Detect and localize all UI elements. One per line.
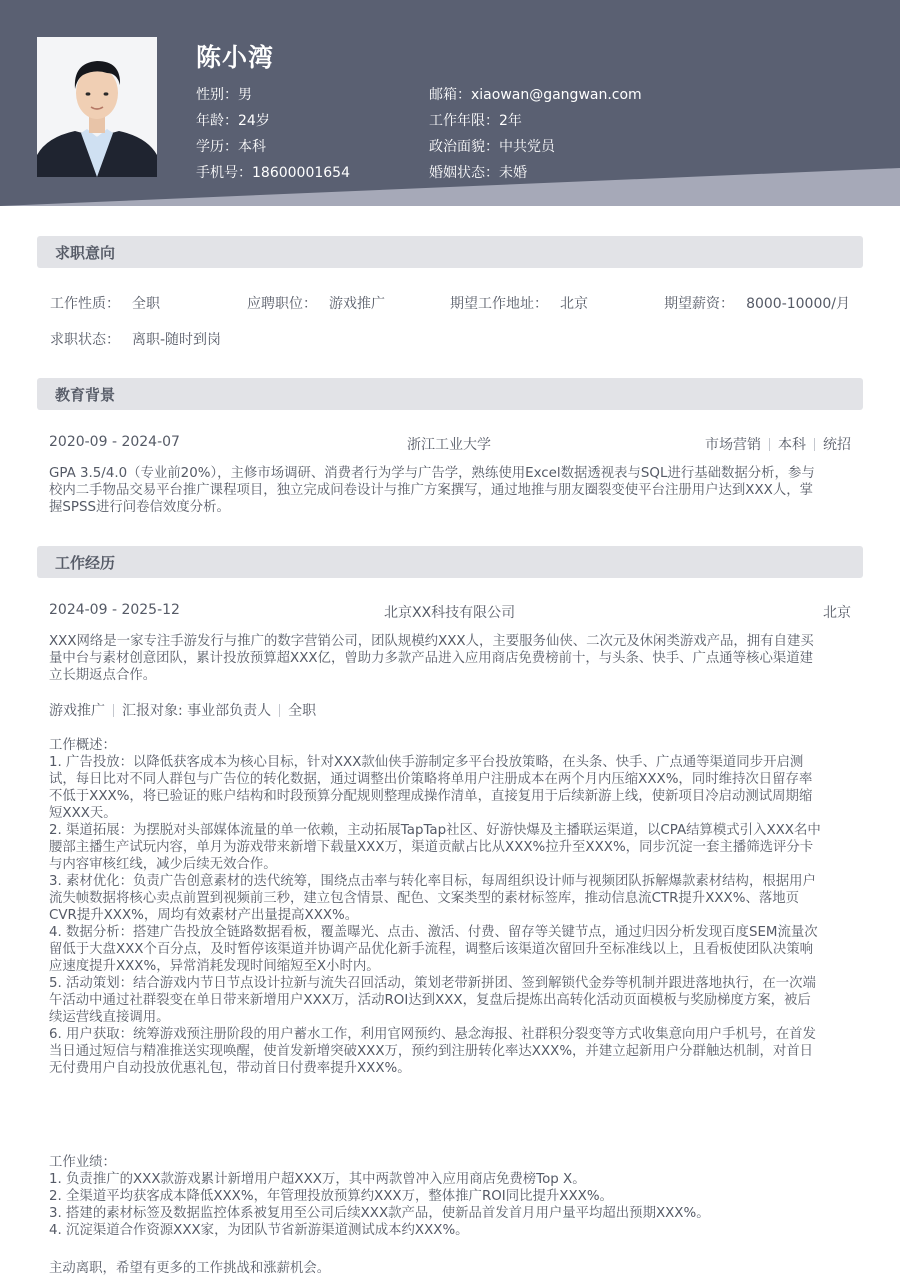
job-nature-value: 全职: [132, 296, 160, 312]
text-line: 4. 数据分析：搭建广告投放全链路数据看板，覆盖曝光、点击、激活、付费、留存等关键节点，通过归因分析发现百度SEM流量次: [49, 925, 818, 940]
employment-type: 全职: [288, 703, 317, 719]
role: 游戏推广: [49, 703, 105, 719]
text-line: 流失帧数据将核心卖点前置到视频前三秒，建立包含情景、配色、文案类型的素材标签库，推动信息流CTR提升XXX%、落地页: [49, 891, 799, 906]
text-line: 应速度提升XXX%，异常消耗发现时间缩短至X小时内。: [49, 959, 380, 974]
text-line: 握SPSS进行问卷信效度分析。: [49, 500, 230, 515]
text-line: 1. 广告投放：以降低获客成本为核心目标，针对XXX款仙侠手游制定多平台投放策略，在头条、快手、广点通等渠道同步开启测: [49, 755, 804, 770]
text-line: CVR提升XXX%，周均有效素材产出量提高XXX%。: [49, 908, 359, 923]
text-line: 5. 活动策划：结合游戏内节日节点设计拉新与流失召回活动，策划老带新拼团、签到解锁代金券等机制并跟进落地执行，在一次端: [49, 976, 816, 991]
job-status-value: 离职-随时到岗: [132, 332, 222, 348]
leave-reason: 主动离职，希望有更多的工作挑战和涨薪机会。: [49, 1261, 331, 1275]
admission-type: 统招: [823, 437, 851, 453]
education-info: 学历：本科: [196, 139, 266, 155]
text-line: 3. 素材优化：负责广告创意素材的迭代统筹，围绕点击率与转化率目标，每周组织设计师与视频团队拆解爆款素材结构，根据用户: [49, 874, 816, 889]
candidate-name: 陈小湾: [196, 43, 275, 72]
job-status-label: 求职状态：: [50, 332, 120, 348]
school-name: 浙江工业大学: [407, 437, 491, 453]
divider: [279, 704, 280, 717]
major: 市场营销: [705, 437, 761, 453]
text-line: 工作业绩：: [49, 1155, 116, 1170]
text-line: 2. 全渠道平均获客成本降低XXX%，年管理投放预算约XXX万，整体推广ROI同比提升XXX%。: [49, 1189, 613, 1204]
section-title: 教育背景: [55, 386, 116, 404]
work-tags: [49, 700, 316, 720]
text-line: 午活动中通过社群裂变在单日带来新增用户XXX万，活动ROI达到XXX，复盘后提炼出高转化活动页面模板与奖励梯度方案，被后: [49, 993, 811, 1008]
text-line: 无付费用户自动投放优惠礼包，带动首日付费率提升XXX%。: [49, 1061, 411, 1076]
divider: [769, 438, 770, 451]
job-location-value: 北京: [560, 296, 588, 312]
phone-info: 手机号：18600001654: [196, 165, 350, 181]
job-nature: [50, 293, 160, 313]
text-line: 短XXX天。: [49, 806, 117, 821]
section-title: 工作经历: [55, 554, 116, 572]
gender-info: 性别：男: [196, 87, 252, 103]
text-line: 当日通过短信与精准推送实现唤醒，使首发新增突破XXX万，预约到注册转化率达XXX%，并建立起新用户分群触达机制，对首日: [49, 1044, 814, 1059]
text-line: 6. 用户获取：统筹游戏预注册阶段的用户蓄水工作，利用官网预约、悬念海报、社群积分裂变等方式收集意向用户手机号，在首发: [49, 1027, 816, 1042]
section-work-experience: [37, 546, 863, 578]
text-line: 2. 渠道拓展：为摆脱对头部媒体流量的单一依赖，主动拓展TapTap社区、好游快爆及主播联运渠道，以CPA结算模式引入XXX名中: [49, 823, 821, 838]
text-line: 留低于大盘XXX个百分点，及时暂停该渠道并协调产品优化新手流程，调整后该渠道次留回升至标准线以上，且看板使团队决策响: [49, 942, 814, 957]
political-status-info: 政治面貌：中共党员: [429, 139, 555, 155]
basic-info-left: [196, 82, 350, 186]
text-line: 校内二手物品交易平台推广课程项目，独立完成问卷设计与推广方案撰写，通过地推与朋友圈裂变使平台注册用户达到XXX人，掌: [49, 483, 814, 498]
resume-header: [0, 0, 900, 206]
education-description: [49, 465, 853, 516]
company-description: [49, 633, 853, 684]
job-salary-value: 8000-10000/月: [746, 296, 850, 312]
job-position-value: 游戏推广: [329, 296, 385, 312]
text-line: 试，每日比对不同人群包与广告位的转化数据，通过调整出价策略将单用户注册成本在两个月内压缩XXX%，同时维持次日留存率: [49, 772, 813, 787]
job-status: [50, 329, 221, 349]
text-line: 腰部主播生产试玩内容，单月为游戏带来新增下载量XXX万，渠道贡献占比从XXX%拉升至XXX%，同步沉淀一套主播筛选评分卡: [49, 840, 814, 855]
work-achievements: [49, 1154, 853, 1239]
divider: [814, 438, 815, 451]
job-position-label: 应聘职位：: [247, 296, 317, 312]
job-salary: [664, 293, 850, 313]
work-period: 2024-09 - 2025-12: [49, 602, 180, 618]
text-line: 4. 沉淀渠道合作资源XXX家，为团队节省新游渠道测试成本约XXX%。: [49, 1223, 469, 1238]
text-line: 与内容审核红线，减少后续无效合作。: [49, 857, 277, 872]
section-job-intent: [37, 236, 863, 268]
section-title: 求职意向: [55, 244, 116, 262]
education-period: 2020-09 - 2024-07: [49, 434, 180, 450]
age-info: 年龄：24岁: [196, 113, 270, 129]
avatar: [37, 37, 157, 177]
text-line: XXX网络是一家专注手游发行与推广的数字营销公司，团队规模约XXX人，主要服务仙侠、二次元及休闲类游戏产品，拥有自建买: [49, 634, 814, 649]
education-tags: [705, 434, 851, 454]
job-location-label: 期望工作地址：: [450, 296, 548, 312]
job-salary-label: 期望薪资：: [664, 296, 735, 312]
section-education: [37, 378, 863, 410]
text-line: 3. 搭建的素材标签及数据监控体系被复用至公司后续XXX款产品，使新品首发首月用户量平均超出预期XXX%。: [49, 1206, 710, 1221]
job-position: [247, 293, 385, 313]
job-location: [450, 293, 588, 313]
work-years-info: 工作年限：2年: [429, 113, 522, 129]
email-info: 邮箱：xiaowan@gangwan.com: [429, 87, 642, 103]
marital-status-info: 婚姻状态：未婚: [429, 165, 527, 181]
profile-photo: [37, 37, 157, 177]
text-line: 工作概述：: [49, 738, 116, 753]
text-line: 量中台与素材创意团队，累计投放预算超XXX亿，曾助力多款产品进入应用商店免费榜前十，与头条、快手、广点通等核心渠道建: [49, 651, 814, 666]
degree: 本科: [778, 437, 806, 453]
text-line: 1. 负责推广的XXX款游戏累计新增用户超XXX万，其中两款曾冲入应用商店免费榜Top X。: [49, 1172, 586, 1187]
text-line: 续运营线直接调用。: [49, 1010, 170, 1025]
work-city: 北京: [823, 605, 851, 621]
text-line: GPA 3.5/4.0（专业前20%），主修市场调研、消费者行为学与广告学，熟练使用Excel数据透视表与SQL进行基础数据分析，参与: [49, 466, 815, 481]
text-line: 立长期返点合作。: [49, 668, 157, 683]
text-line: 不低于XXX%，将已验证的账户结构和时段预算分配规则整理成操作清单，直接复用于后续新游上线，使新项目冷启动测试周期缩: [49, 789, 813, 804]
basic-info-right: [429, 82, 642, 186]
report-to: 汇报对象: 事业部负责人: [122, 703, 272, 719]
divider: [113, 704, 114, 717]
work-overview: [49, 737, 853, 1077]
company-name: 北京XX科技有限公司: [384, 605, 516, 621]
job-nature-label: 工作性质：: [50, 296, 120, 312]
